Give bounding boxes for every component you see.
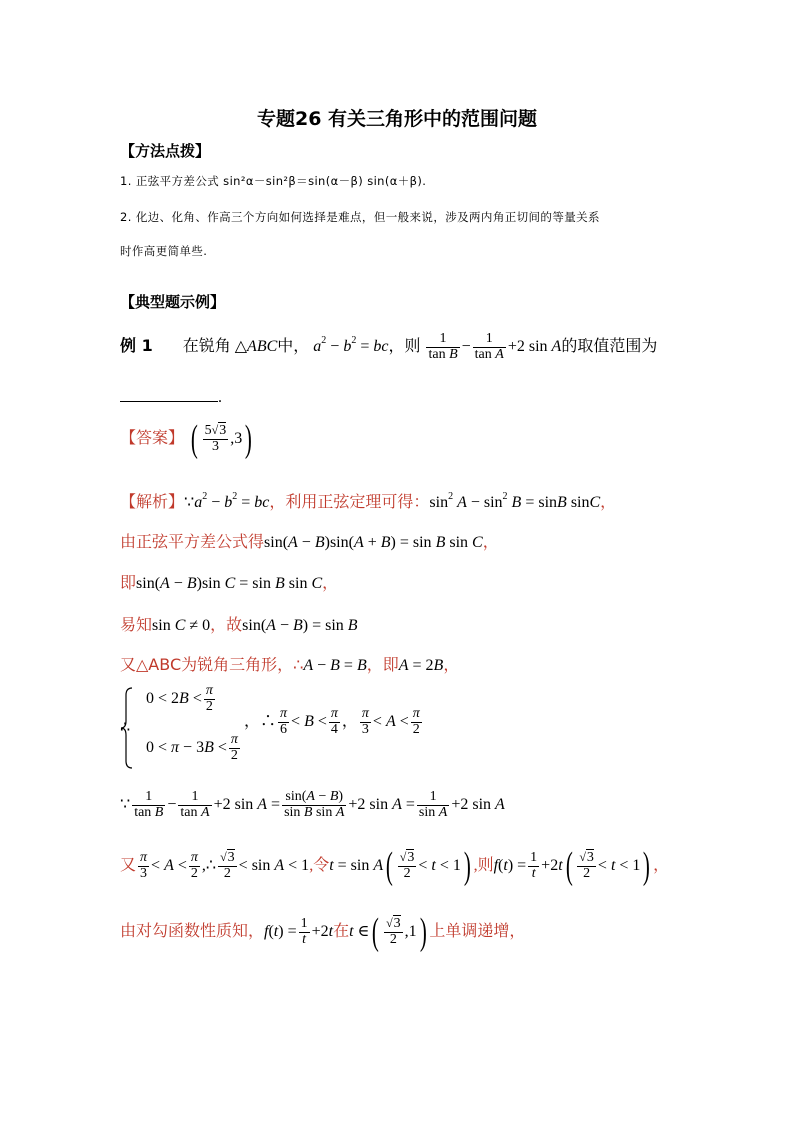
- solution-line-1: 【解析】$\because a^2 - b^2$ = bc，利用正弦定理可得：$\sin^2 A - \sin^2 B = \sin B$ sinC，: [120, 491, 617, 511]
- tip-2-line-2: 时作高更简单些.: [120, 244, 208, 258]
- example-triangle: △ABC: [234, 337, 278, 355]
- solution-9-end: 上单调递增，: [429, 920, 526, 940]
- solution-line-3: 即sin(A − B)sin C = sin B sin C，: [120, 573, 339, 592]
- answer: 【答案】 ( $\frac{5√3}{3}$ ,3): [120, 418, 253, 460]
- system-inequality-1: 0 < 2B < $\frac{\pi}{2}$: [146, 683, 213, 714]
- solution-substitution: 又 $\frac{\pi}{3}$ < A < $\frac{\pi}{2}$ ,∴ $\frac{√3}{2}$ < sin A < 1,令t = sin A( $\frac{√3}{2}$ < t < 1) ,则f(t) = $\frac{1}{t}$ +2t( $\frac{√3}{2}$ < t < 1) ，: [120, 845, 670, 887]
- solution-4-text: 易知: [120, 615, 153, 634]
- example-mid: 中，: [277, 335, 310, 355]
- section-examples: 【典型题示例】: [120, 293, 226, 311]
- tip-2-line-1: 2. 化边、化角、作高三个方向如何选择是难点，但一般来说，涉及两内角正切间的等量关系: [120, 210, 600, 224]
- example-then: ，则: [388, 335, 421, 355]
- solution-expression: ∵ $\frac{1}{\text{tan B}}$ − $\frac{1}{\text{tan A}}$ +2 sin A = $\frac{\sin(A - B)}{\text{sin B sin A}}$ +2 sin A = $\frac{1}{\text{sin A}}$ +2 sin A: [120, 789, 505, 820]
- system-inequality-2: 0 < π − 3B < $\frac{\pi}{2}$: [146, 732, 238, 763]
- solution-8-a: 又: [120, 854, 137, 874]
- solution-1-text: ，利用正弦定理可得：: [269, 492, 430, 511]
- answer-label: 【答案】: [120, 427, 185, 447]
- solution-line-2: 由正弦平方差公式得sin(A − B)sin(A + B) = sin B sin C，: [120, 532, 499, 551]
- page-title: 专题26 有关三角形中的范围问题: [256, 108, 538, 130]
- solution-9-text: 由对勾函数性质知，: [120, 920, 265, 940]
- answer-blank: .: [120, 389, 222, 407]
- example-tail: 的取值范围为: [561, 335, 658, 355]
- solution-3-text: 即: [120, 573, 137, 592]
- section-method-tips: 【方法点拨】: [120, 142, 211, 160]
- solution-label: 【解析】: [120, 492, 185, 511]
- example-label: 例 1: [120, 335, 153, 355]
- solution-2-text: 由正弦平方差公式得: [120, 532, 265, 551]
- solution-ranges: ，∴ $\frac{\pi}{6}$ < B < $\frac{\pi}{4}$ ， $\frac{\pi}{3}$ < A < $\frac{\pi}{2}$: [244, 706, 420, 737]
- therefore-symbol: ∴: [120, 719, 131, 736]
- solution-monotonic: 由对勾函数性质知，f(t) = $\frac{1}{t}$ +2t在t ∈( $\frac{√3}{2}$ ,1) 上单调递增，: [120, 911, 526, 953]
- example-intro: 在锐角: [182, 335, 231, 355]
- system-brace: [120, 687, 134, 769]
- solution-line-5: 又△ABC为锐角三角形，∴A − B = B，即A = 2B，: [120, 655, 460, 674]
- tip-1: 1. 正弦平方差公式 sin²α－sin²β＝sin(α－β) sin(α＋β).: [120, 174, 427, 188]
- solution-4-mid: ，故: [210, 615, 243, 634]
- solution-8-c: 则: [477, 854, 494, 874]
- solution-8-b: 令: [313, 854, 330, 874]
- solution-5-text: 又△ABC为锐角三角形，∴: [120, 655, 304, 674]
- example-1: 例 1 在锐角 △ABC中， $a^2 - b^2$ = bc，则 $\frac{1}{\text{tan B}}$ − $\frac{1}{\text{tan A}}$ +2 sin A的取值范围为: [120, 331, 658, 362]
- solution-line-4: 易知sin C ≠ 0，故sin(A − B) = sin B: [120, 615, 358, 634]
- solution-9-mid: 在: [333, 920, 350, 940]
- solution-5-mid: ，即: [366, 655, 399, 674]
